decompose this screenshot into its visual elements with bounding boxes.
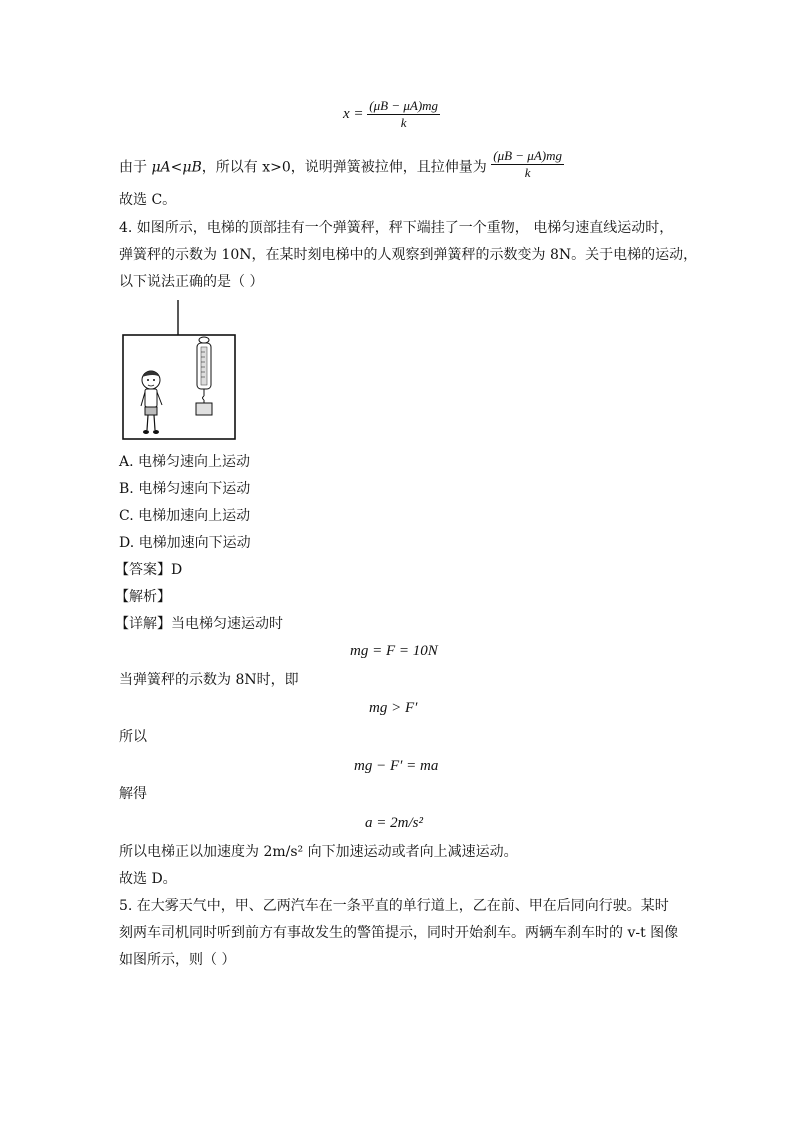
option-d: D. 电梯加速向下运动 bbox=[119, 535, 251, 551]
elevator-figure bbox=[119, 300, 237, 442]
answer-label: 【答案】D bbox=[115, 562, 183, 578]
option-a: A. 电梯匀速向上运动 bbox=[119, 454, 251, 470]
equation-2: mg > F′ bbox=[369, 700, 418, 716]
equation-1: mg = F = 10N bbox=[350, 643, 438, 659]
mu-b: μB bbox=[182, 159, 202, 176]
option-b: B. 电梯匀速向下运动 bbox=[119, 481, 251, 497]
text-prefix: 由于 bbox=[119, 159, 147, 176]
analysis-label: 【解析】 bbox=[115, 589, 171, 605]
formula-numerator: (μB − μA)mg bbox=[369, 98, 439, 113]
q4-stem-line-2: 弹簧秤的示数为 10N，在某时刻电梯中的人观察到弹簧秤的示数变为 8N。关于电梯的运动， bbox=[119, 247, 698, 263]
q4-stem-line-1: 4. 如图所示，电梯的顶部挂有一个弹簧秤，秤下端挂了一个重物， 电梯匀速直线运动时， bbox=[119, 220, 674, 236]
conclusion-text: 所以电梯正以加速度为 2m/s² 向下加速运动或者向上减速运动。 bbox=[119, 844, 518, 860]
option-c: C. 电梯加速向上运动 bbox=[119, 508, 251, 524]
q5-stem-line-2: 刻两车司机同时听到前方有事故发生的警笛提示，同时开始刹车。两辆车刹车时的 v-t 图像 bbox=[119, 925, 679, 941]
q5-stem-line-1: 5. 在大雾天气中，甲、乙两汽车在一条平直的单行道上，乙在前、甲在后同向行驶。某时 bbox=[119, 898, 669, 914]
detail-label: 【详解】当电梯匀速运动时 bbox=[115, 616, 283, 632]
explanation-line bbox=[119, 148, 564, 181]
text-middle: ，所以有 x>0，说明弹簧被拉伸，且拉伸量为 bbox=[201, 159, 487, 176]
less-than: < bbox=[170, 159, 183, 176]
inline-numerator: (μB − μA)mg bbox=[493, 148, 562, 163]
choose-d-text: 故选 D。 bbox=[119, 871, 177, 887]
elevator-box bbox=[123, 335, 235, 439]
formula-denominator: k bbox=[400, 115, 407, 130]
text-after-eq2: 所以 bbox=[119, 729, 147, 745]
q5-stem-line-3: 如图所示，则（ ） bbox=[119, 952, 236, 968]
equation-3: mg − F′ = ma bbox=[354, 758, 439, 774]
formula-lhs: x = bbox=[343, 105, 364, 122]
weight-block bbox=[196, 403, 212, 415]
mu-a: μA bbox=[151, 159, 171, 176]
inline-denominator: k bbox=[524, 165, 531, 180]
q4-stem-line-3: 以下说法正确的是（ ） bbox=[119, 274, 264, 290]
text-after-eq1: 当弹簧秤的示数为 8N时，即 bbox=[119, 672, 299, 688]
choose-c-text: 故选 C。 bbox=[119, 192, 177, 208]
inline-fraction bbox=[491, 148, 564, 181]
text-after-eq3: 解得 bbox=[119, 786, 147, 802]
equation-4: a = 2m/s² bbox=[365, 815, 423, 831]
formula-top bbox=[343, 98, 440, 131]
formula-fraction bbox=[367, 98, 440, 131]
